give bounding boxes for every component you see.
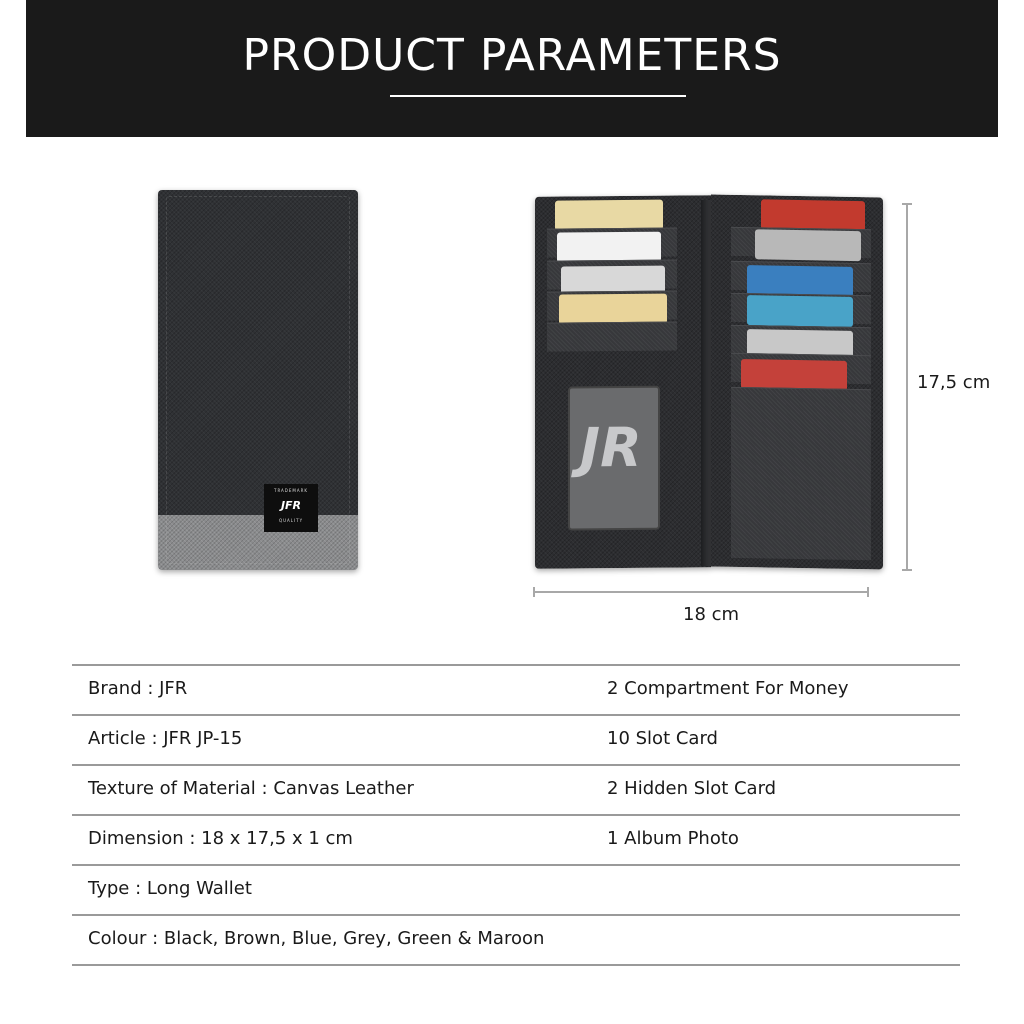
height-dimension-label: 17,5 cm [917, 372, 991, 393]
spec-slot-card: 10 Slot Card [607, 728, 718, 749]
spec-brand: Brand : JFR [88, 678, 188, 699]
card-left-1 [555, 200, 663, 231]
height-cap-top [902, 203, 912, 205]
width-dimension-line [533, 591, 869, 593]
spec-album-photo: 1 Album Photo [607, 828, 739, 849]
spec-row [72, 764, 960, 814]
height-cap-bottom [902, 569, 912, 571]
wallet-right-panel [711, 194, 883, 569]
spec-row [72, 664, 960, 714]
spec-dimension: Dimension : 18 x 17,5 x 1 cm [88, 828, 353, 849]
height-dimension-line [906, 203, 908, 571]
spec-article: Article : JFR JP-15 [88, 728, 243, 749]
title-underline [390, 95, 686, 97]
width-cap-left [533, 587, 535, 597]
card-right-2 [755, 229, 861, 261]
wallet-open-image [533, 196, 885, 580]
card-right-1 [761, 199, 865, 231]
width-cap-right [867, 587, 869, 597]
spec-row [72, 864, 960, 914]
card-slot-left-4 [547, 322, 677, 352]
spec-colour: Colour : Black, Brown, Blue, Grey, Green & Maroon [88, 928, 545, 949]
width-dimension-label: 18 cm [683, 604, 740, 625]
label-quality-text: QUALITY [278, 518, 304, 523]
label-trademark-text: TRADEMARK [274, 488, 308, 493]
spec-row [72, 714, 960, 764]
spec-row [72, 814, 960, 864]
spec-material: Texture of Material : Canvas Leather [88, 778, 414, 799]
photo-album-window [568, 386, 660, 531]
wallet-left-panel [535, 195, 711, 569]
card-right-6 [741, 359, 847, 391]
spec-table [72, 664, 960, 966]
card-left-4 [559, 294, 667, 325]
label-logo-text: JFR [280, 499, 302, 512]
brand-label-patch [264, 484, 318, 532]
wallet-closed-image [158, 190, 358, 570]
spec-row [72, 914, 960, 966]
header-banner [26, 0, 998, 137]
card-slot-right-6 [731, 387, 871, 560]
card-left-2 [557, 232, 661, 263]
spec-compartments: 2 Compartment For Money [607, 678, 849, 699]
wallet-stitching [166, 196, 350, 564]
spec-hidden-slot: 2 Hidden Slot Card [607, 778, 777, 799]
card-right-4 [747, 295, 853, 327]
window-logo-text: JR [580, 415, 642, 480]
card-right-3 [747, 265, 853, 297]
page-title: PRODUCT PARAMETERS [242, 30, 782, 81]
spec-type: Type : Long Wallet [88, 878, 252, 899]
